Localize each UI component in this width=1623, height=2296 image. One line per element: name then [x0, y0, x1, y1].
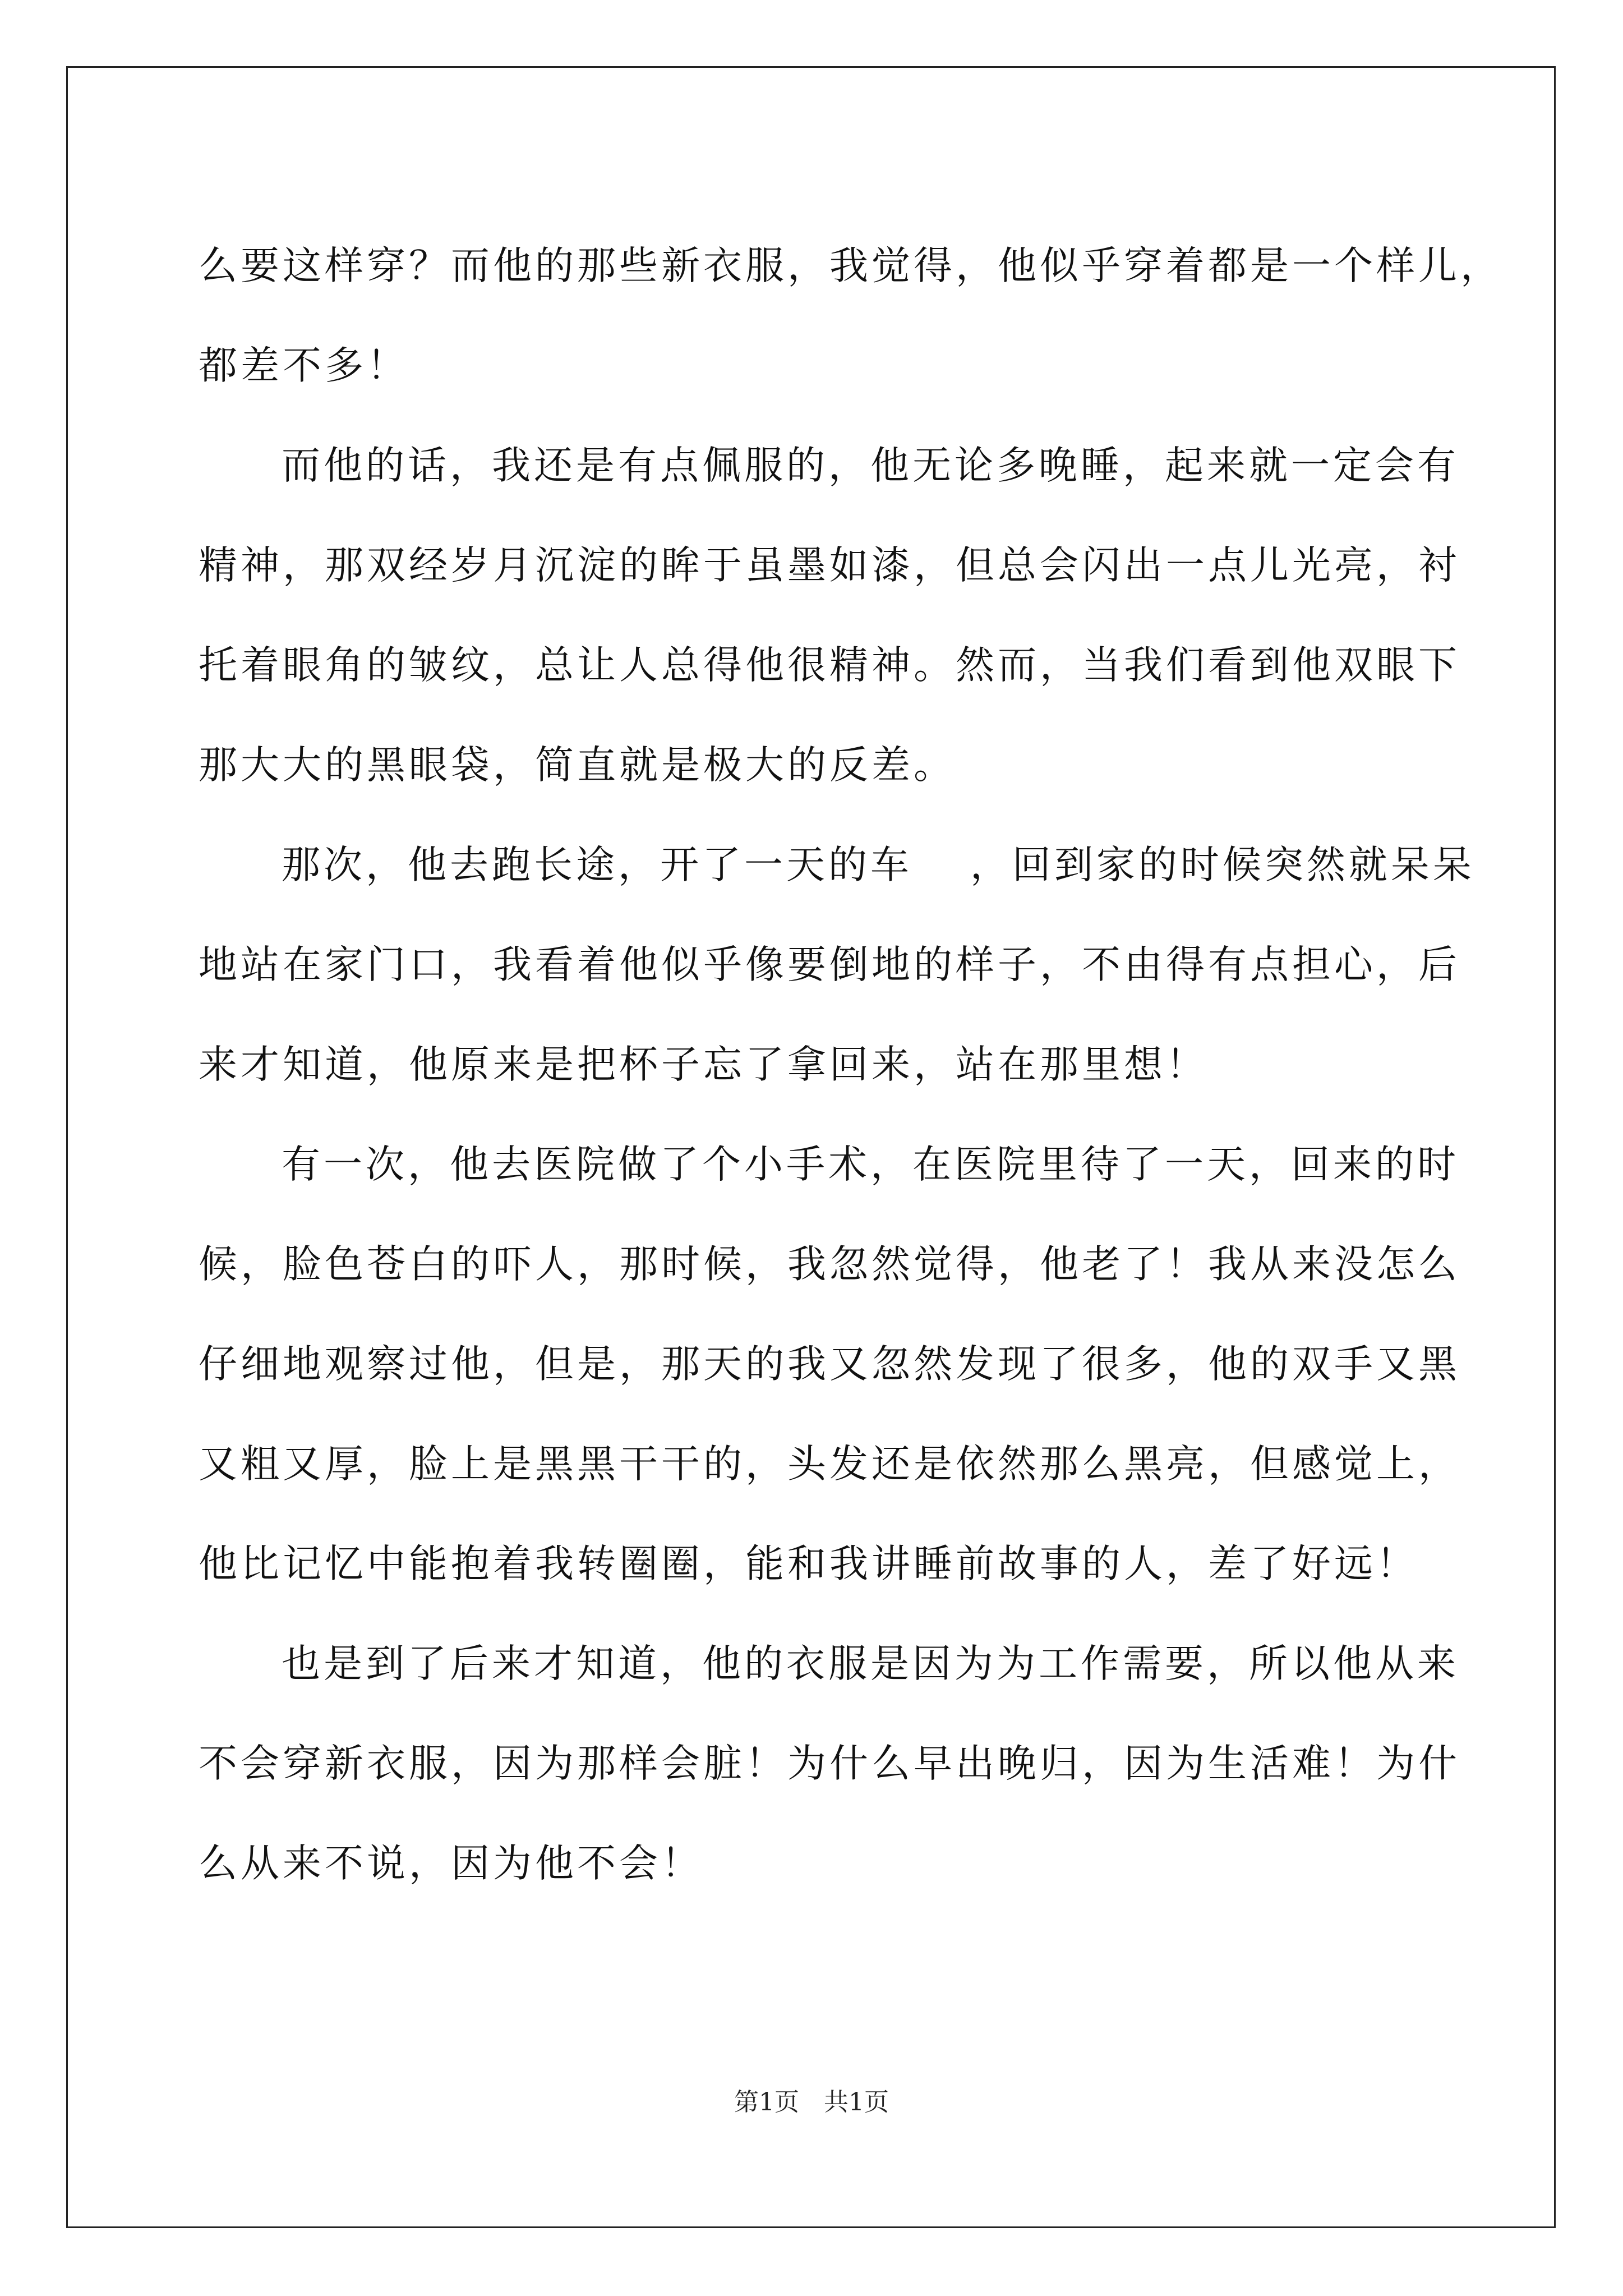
text-line: 仔细地观察过他，但是，那天的我又忽然发现了很多，他的双手又黑 — [199, 1342, 1460, 1387]
document-body — [199, 216, 1502, 1913]
text-line: 地站在家门口，我看着他似乎像要倒地的样子，不由得有点担心，后 — [199, 942, 1460, 987]
text-line: 来才知道，他原来是把杯子忘了拿回来，站在那里想！ — [199, 1042, 1208, 1087]
paragraph-start-line: 而他的话，我还是有点佩服的，他无论多晚睡，起来就一定会有 — [282, 443, 1459, 488]
text-line: 他比记忆中能抱着我转圈圈，能和我讲睡前故事的人，差了好远！ — [199, 1542, 1418, 1586]
text-line: 托着眼角的皱纹，总让人总得他很精神。然而，当我们看到他双眼下 — [199, 643, 1460, 688]
paragraph-start-line: 有一次，他去医院做了个小手术，在医院里待了一天，回来的时 — [282, 1142, 1459, 1187]
text-line: 候，脸色苍白的吓人，那时候，我忽然觉得，他老了！我从来没怎么 — [199, 1242, 1460, 1287]
text-line: 么从来不说，因为他不会！ — [199, 1841, 703, 1886]
text-line: 又粗又厚，脸上是黑黑干干的，头发还是依然那么黑亮，但感觉上， — [199, 1442, 1460, 1487]
text-line: 精神，那双经岁月沉淀的眸于虽墨如漆，但总会闪出一点儿光亮，衬 — [199, 543, 1460, 588]
text-line: 那大大的黑眼袋，简直就是极大的反差。 — [199, 743, 956, 788]
page-number-footer: 第1页 共1页 — [734, 2088, 889, 2116]
text-line: 都差不多！ — [199, 343, 409, 388]
paragraph-start-line: 也是到了后来才知道，他的衣服是因为为工作需要，所以他从来 — [282, 1641, 1459, 1686]
text-line: 不会穿新衣服，因为那样会脏！为什么早出晚归，因为生活难！为什 — [199, 1741, 1460, 1786]
paragraph-start-line: 那次，他去跑长途，开了一天的车 ，回到家的时候突然就呆呆 — [282, 843, 1475, 887]
text-line: 么要这样穿？而他的那些新衣服，我觉得，他似乎穿着都是一个样儿， — [199, 243, 1502, 288]
